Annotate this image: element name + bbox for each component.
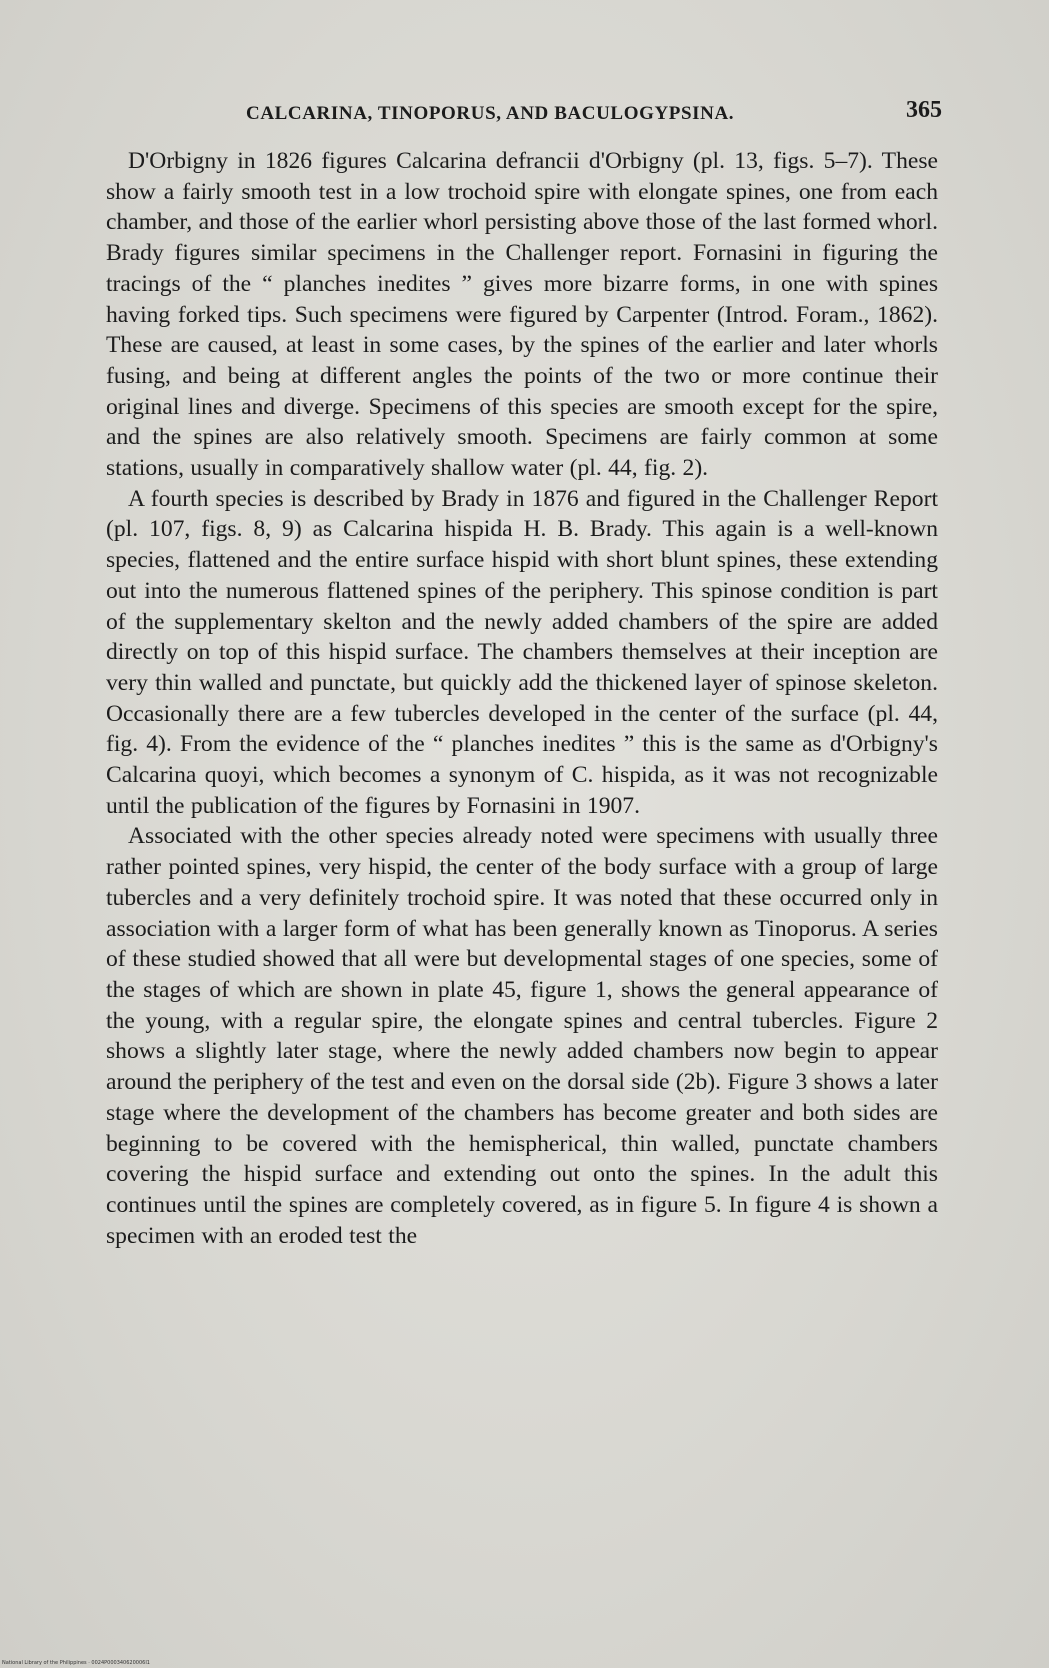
document-page (106, 95, 942, 1251)
page-header (106, 95, 942, 135)
body-text (106, 146, 938, 1251)
paragraph-3: Associated with the other species already noted were specimens with usually three rather pointed spines, very hispid, the center of the body surface with a group of large tubercles and a very definitely trochoid spire. It was noted that these occurred only in association with a larger form of what has been generally known as Tinoporus. A series of these studied showed that all were but developmental stages of one species, some of the stages of which are shown in plate 45, figure 1, shows the general appearance of the young, with a regular spire, the elongate spines and central tubercles. Figure 2 shows a slightly later stage, where the newly added chambers now begin to appear around the periphery of the test and even on the dorsal side (2b). Figure 3 shows a later stage where the development of the chambers has become greater and both sides are beginning to be covered with the hemispherical, thin walled, punctate chambers covering the hispid surface and extending out onto the spines. In the adult this continues until the spines are completely covered, as in figure 5. In figure 4 is shown a specimen with an eroded test the (106, 823, 938, 1249)
scan-credit: National Library of the Philippines · 0024P000340620006I1 (2, 1660, 150, 1666)
paragraph-2: A fourth species is described by Brady in 1876 and figured in the Challenger Report (pl. 107, figs. 8, 9) as Calcarina hispida H. B. Brady. This again is a well-known species, flattened and the entire surface hispid with short blunt spines, these extending out into the numerous flattened spines of the periphery. This spinose condition is part of the supplementary skelton and the newly added chambers of the spire are added directly on top of this hispid surface. The chambers themselves at their inception are very thin walled and punctate, but quickly add the thickened layer of spinose skeleton. Occasionally there are a few tubercles developed in the center of the surface (pl. 44, fig. 4). From the evidence of the “ planches inedites ” this is the same as d'Orbigny's Calcarina quoyi, which becomes a synonym of C. hispida, as it was not recognizable until the publication of the figures by Fornasini in 1907. (106, 485, 938, 819)
paragraph-1: D'Orbigny in 1826 figures Calcarina defrancii d'Orbigny (pl. 13, figs. 5–7). These show a fairly smooth test in a low trochoid spire with elongate spines, one from each chamber, and those of the earlier whorl persisting above those of the last formed whorl. Brady figures similar specimens in the Challenger report. Fornasini in figuring the tracings of the “ planches inedites ” gives more bizarre forms, in one with spines having forked tips. Such specimens were figured by Carpenter (Introd. Foram., 1862). These are caused, at least in some cases, by the spines of the earlier and later whorls fusing, and being at different angles the points of the two or more continue their original lines and diverge. Specimens of this species are smooth except for the spire, and the spines are also relatively smooth. Specimens are fairly common at some stations, usually in comparatively shallow water (pl. 44, fig. 2). (106, 148, 938, 482)
page-number: 365 (906, 97, 942, 123)
running-head: CALCARINA, TINOPORUS, AND BACULOGYPSINA. (246, 103, 735, 124)
